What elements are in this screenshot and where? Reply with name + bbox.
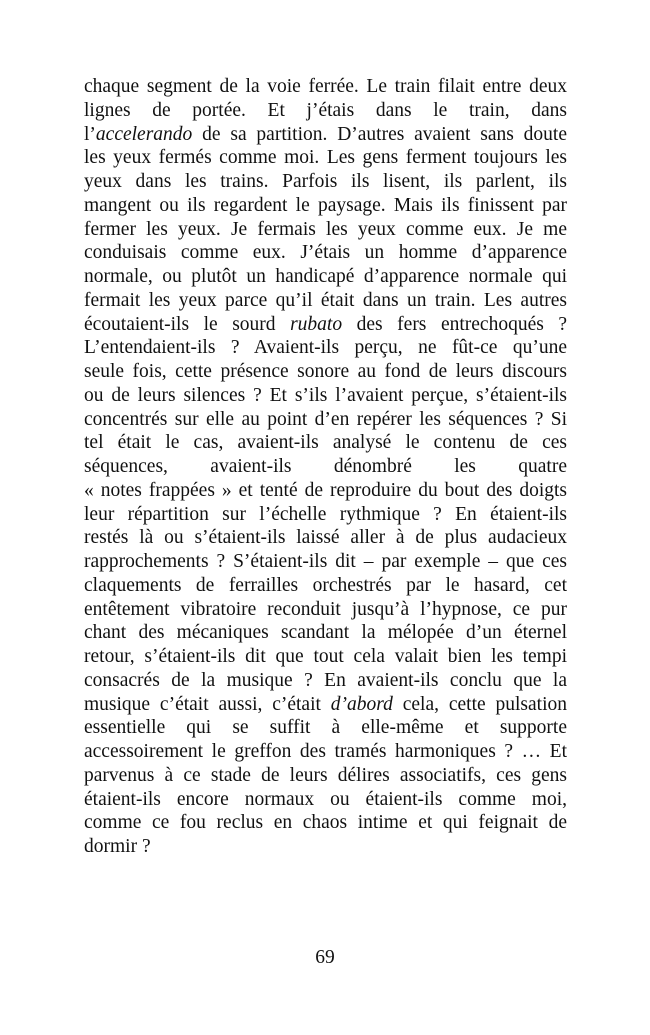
text-line: [84, 526, 567, 550]
text-segment: lignes de portée. Et j’étais dans le train, dans: [84, 99, 567, 121]
text-line: [84, 764, 567, 788]
text-line: [84, 479, 567, 503]
text-segment: « notes frappées » et tenté de reproduire du bout des doigts: [84, 479, 567, 501]
text-segment: chaque segment de la voie ferrée. Le train filait entre deux: [84, 76, 567, 97]
text-line: [84, 336, 567, 360]
page-number: 69: [315, 947, 335, 968]
text-segment: l’: [84, 123, 96, 145]
text-line: [84, 621, 567, 645]
text-line: [84, 669, 567, 693]
text-segment: écoutaient-ils le sourd: [84, 313, 291, 335]
text-line: [84, 146, 567, 170]
text-segment: normale, ou plutôt un handicapé d’apparence normale qui: [84, 266, 567, 287]
text-segment: restés là ou s’étaient-ils laissé aller à de plus audacieux: [84, 527, 567, 549]
text-segment: retour, s’étaient-ils dit que tout cela valait bien les tempi: [84, 646, 567, 667]
text-line: [84, 455, 567, 479]
text-line: [84, 811, 567, 835]
text-line: [84, 218, 567, 242]
italic-term: accelerando: [95, 123, 193, 145]
text-line: [84, 574, 567, 598]
text-line: [84, 99, 567, 123]
text-segment: chant des mécaniques scandant la mélopée d’un éternel: [84, 622, 567, 644]
text-segment: cela, cette pulsation: [392, 693, 567, 715]
text-line: [84, 170, 567, 194]
text-line: [84, 360, 567, 384]
text-line: [84, 431, 567, 455]
text-segment: de sa partition. D’autres avaient sans doute: [192, 123, 567, 145]
text-segment: rapprochements ? S’étaient-ils dit – par exemple – que ces: [84, 551, 567, 572]
text-line: [84, 123, 567, 147]
text-line: [84, 550, 567, 574]
text-segment: consacrés de la musique ? En avaient-ils conclu que la: [84, 669, 567, 691]
italic-term: d’abord: [330, 693, 393, 715]
text-line: [84, 716, 567, 740]
text-line: [84, 645, 567, 669]
text-segment: fermer les yeux. Je fermais les yeux comme eux. Je me: [84, 218, 567, 240]
text-segment: conduisais comme eux. J’étais un homme d’apparence: [84, 242, 567, 264]
text-segment: accessoirement le greffon des tramés harmoniques ? … Et: [84, 741, 567, 762]
text-segment: entêtement vibratoire reconduit jusqu’à l’hypnose, ce pur: [84, 598, 567, 620]
text-segment: des fers entrechoqués ?: [342, 313, 567, 335]
text-segment: ou de leurs silences ? Et s’ils l’avaient perçue, s’étaient-ils: [84, 384, 567, 406]
italic-term: rubato: [290, 313, 343, 335]
text-line: [84, 788, 567, 812]
text-line: [84, 384, 567, 408]
text-segment: claquements de ferrailles orchestrés par le hasard, cet: [84, 574, 567, 596]
text-line: [84, 835, 567, 859]
text-segment: mangent ou ils regardent le paysage. Mais ils finissent par: [84, 194, 567, 216]
text-segment: L’entendaient-ils ? Avaient-ils perçu, ne fût-ce qu’une: [84, 337, 567, 359]
text-line: [84, 693, 567, 717]
text-segment: séquences, avaient-ils dénombré les quatre: [84, 456, 567, 477]
text-segment: étaient-ils encore normaux ou étaient-ils comme moi,: [84, 788, 567, 810]
text-segment: tel était le cas, avaient-ils analysé le contenu de ces: [84, 432, 567, 454]
text-line: [84, 194, 567, 218]
text-line: [84, 503, 567, 527]
text-segment: essentielle qui se suffit à elle-même et supporte: [84, 717, 567, 739]
text-segment: dormir ?: [84, 836, 151, 857]
text-segment: concentrés sur elle au point d’en repérer les séquences ? Si: [84, 408, 567, 430]
text-segment: yeux dans les trains. Parfois ils lisent, ils parlent, ils: [84, 171, 567, 192]
text-line: [84, 598, 567, 622]
text-line: [84, 313, 567, 337]
text-segment: fermait les yeux parce qu’il était dans un train. Les autres: [84, 289, 567, 311]
text-line: [84, 265, 567, 289]
text-line: [84, 289, 567, 313]
text-line: [84, 740, 567, 764]
text-line: [84, 408, 567, 432]
text-segment: musique c’était aussi, c’était: [84, 693, 331, 715]
text-line: [84, 75, 567, 99]
body-text: [84, 75, 567, 859]
text-line: [84, 241, 567, 265]
text-segment: parvenus à ce stade de leurs délires associatifs, ces gens: [84, 764, 567, 786]
text-segment: leur répartition sur l’échelle rythmique ? En étaient-ils: [84, 503, 567, 525]
text-segment: seule fois, cette présence sonore au fond de leurs discours: [84, 361, 567, 382]
text-segment: les yeux fermés comme moi. Les gens ferment toujours les: [84, 147, 567, 169]
text-segment: comme ce fou reclus en chaos intime et qui feignait de: [84, 812, 567, 834]
